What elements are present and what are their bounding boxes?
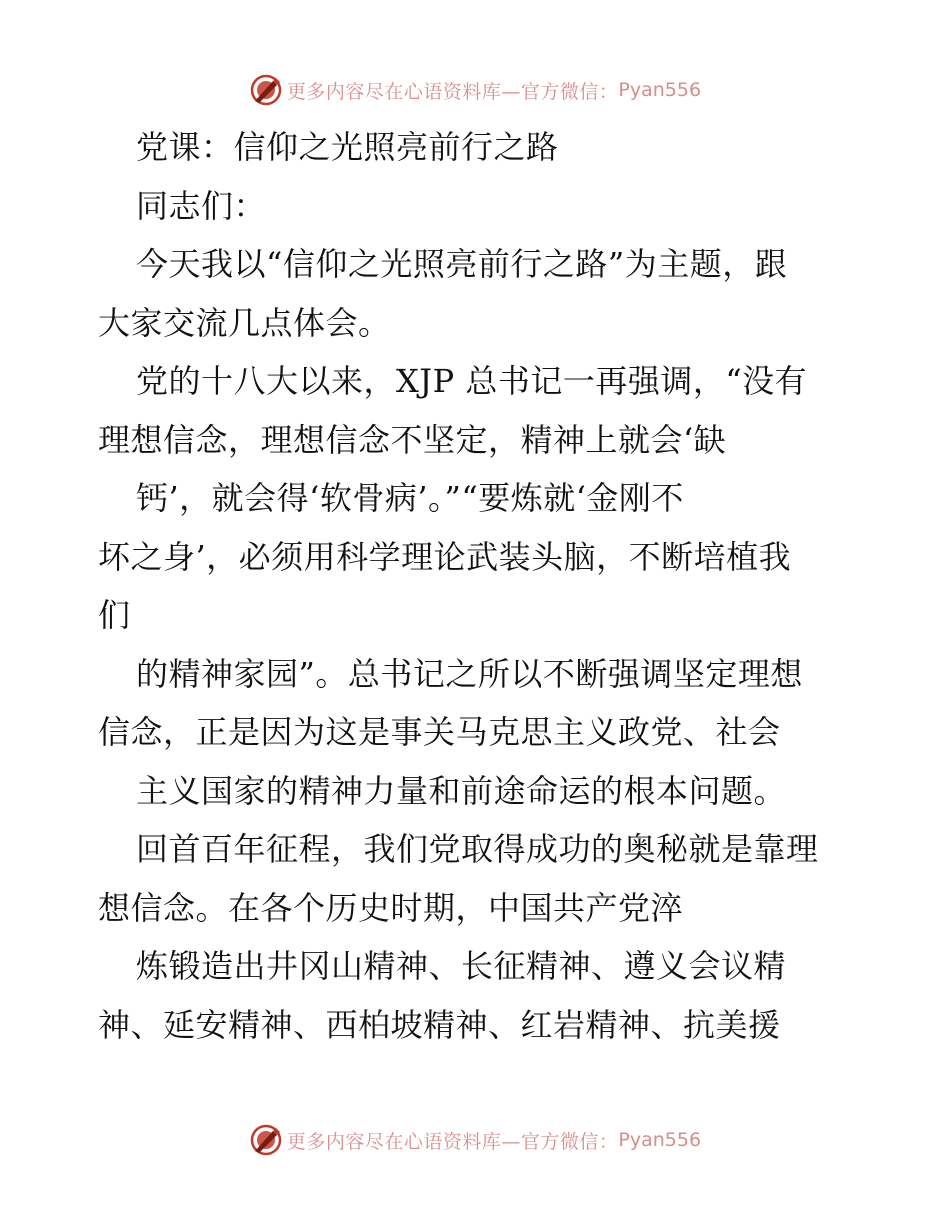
text-line: 回首百年征程，我们党取得成功的奥秘就是靠理 xyxy=(136,830,819,868)
document-body xyxy=(98,118,868,1054)
watermark-wechat-id: Pyan556 xyxy=(618,1129,702,1151)
footer-watermark xyxy=(0,1120,950,1160)
watermark-wechat-id: Pyan556 xyxy=(618,79,702,101)
text-line: 钙’，就会得‘软骨病’。”“要炼就‘金刚不 xyxy=(136,479,684,517)
text-line: 坏之身’，必须用科学理论武装头脑，不断培植我 xyxy=(98,537,792,576)
seal-pen-logo-icon xyxy=(249,1123,283,1157)
text-line: 理想信念，理想信念不坚定，精神上就会‘缺 xyxy=(98,420,727,459)
text-line: 的精神家园”。总书记之所以不断强调坚定理想 xyxy=(136,654,803,693)
text-line: 主义国家的精神力量和前途命运的根本问题。 xyxy=(136,771,787,810)
text-line: 今天我以“信仰之光照亮前行之路”为主题，跟 xyxy=(136,245,788,283)
seal-pen-logo-icon xyxy=(249,73,283,107)
text-line: 信念，正是因为这是事关马克思主义政党、社会 xyxy=(98,713,781,751)
text-line: 党课：信仰之光照亮前行之路 xyxy=(136,128,559,166)
watermark-text: 更多内容尽在心语资料库—官方微信： xyxy=(286,1130,619,1153)
text-line: 们 xyxy=(98,596,131,634)
text-line: 党的十八大以来，XJP 总书记一再强调，“没有 xyxy=(136,362,808,400)
text-line: 神、延安精神、西柏坡精神、红岩精神、抗美援 xyxy=(98,1005,781,1044)
text-line: 炼锻造出井冈山精神、长征精神、遵义会议精 xyxy=(136,947,787,985)
watermark-text: 更多内容尽在心语资料库—官方微信： xyxy=(286,80,619,103)
text-line: 想信念。在各个历史时期，中国共产党淬 xyxy=(98,888,684,927)
text-line: 大家交流几点体会。 xyxy=(98,303,391,342)
text-line: 同志们： xyxy=(136,186,267,225)
header-watermark xyxy=(0,70,950,110)
